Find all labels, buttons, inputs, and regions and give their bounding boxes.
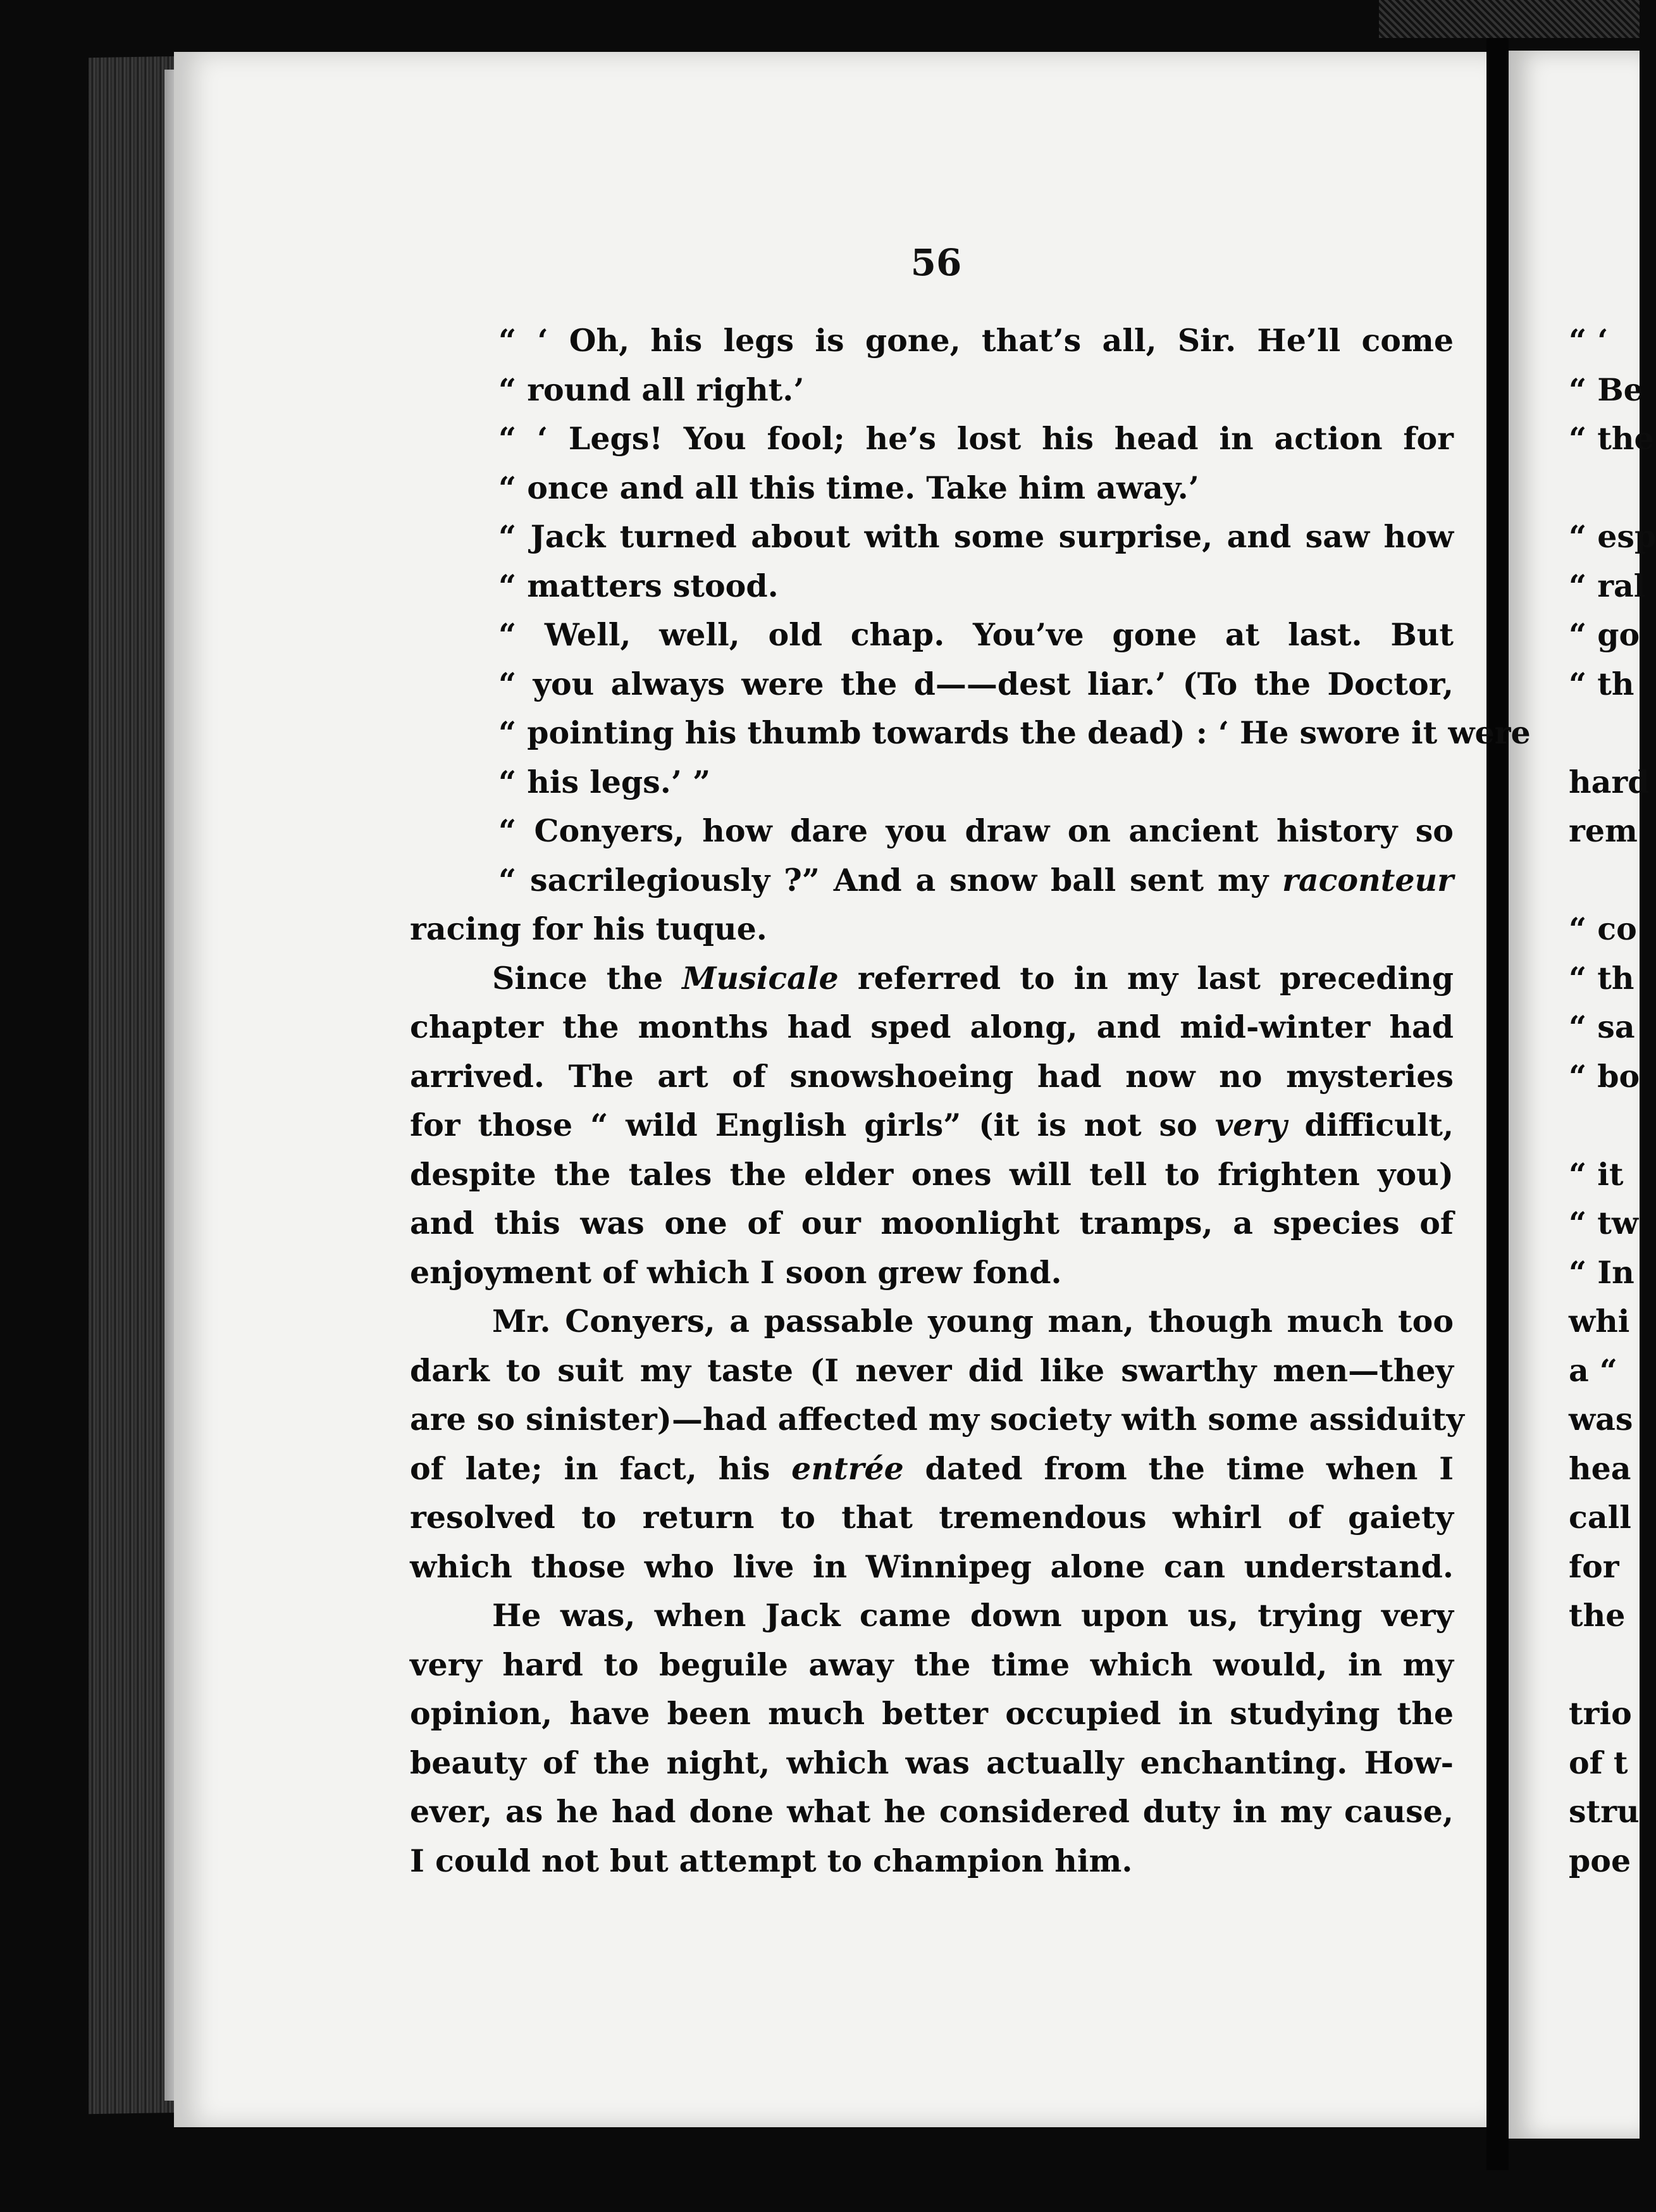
text-line-with-italic (410, 1101, 1454, 1150)
text-segment: dated from the time when I (925, 1450, 1454, 1487)
text-line: very hard to beguile away the time which would, in my (410, 1646, 1454, 1683)
facing-fragment: for (1569, 1548, 1619, 1585)
text-line: and this was one of our moonlight tramps, a species of (410, 1205, 1454, 1241)
blank-line (1569, 1101, 1640, 1150)
facing-fragment: “ Be (1569, 371, 1643, 408)
facing-fragment: “ In (1569, 1253, 1634, 1291)
text-line: “ ‘ Legs! You fool; he’s lost his head in action for (498, 420, 1454, 457)
text-line: are so sinister)—had affected my society with some assiduity (410, 1401, 1464, 1438)
text-line: opinion, have been much better occupied in studying the (410, 1695, 1454, 1732)
text-segment: for those “ wild English girls” (it is not so (410, 1107, 1197, 1143)
text-line: Mr. Conyers, a passable young man, though much too (492, 1303, 1454, 1339)
text-line: dark to suit my taste (I never did like swarthy men—they (410, 1351, 1454, 1389)
text-line: “ matters stood. (498, 567, 779, 604)
text-line: enjoyment of which I soon grew fond. (410, 1253, 1062, 1291)
text-line: He was, when Jack came down upon us, trying very (492, 1597, 1454, 1634)
facing-fragment: the (1569, 1597, 1626, 1634)
text-line: which those who live in Winnipeg alone can understand. (410, 1548, 1454, 1585)
text-line: “ you always were the d——dest liar.’ (To the Doctor, (498, 665, 1454, 702)
text-line: chapter the months had sped along, and mid-winter had (410, 1009, 1454, 1045)
italic-word: entrée (791, 1450, 904, 1487)
text-segment: of late; in fact, his (410, 1450, 770, 1487)
text-line: despite the tales the elder ones will tell to frighten you) (410, 1155, 1454, 1193)
blank-line (1569, 1641, 1640, 1690)
facing-fragment: call (1569, 1499, 1631, 1536)
facing-fragment: “ co (1569, 910, 1637, 947)
book-gutter (1486, 38, 1509, 2170)
page-number: 56 (910, 241, 962, 284)
facing-fragment: “ the (1569, 420, 1654, 457)
page-body-text (410, 316, 1531, 1886)
binding-cloth (1379, 0, 1640, 38)
blank-line (1569, 709, 1640, 758)
facing-fragment: hard (1569, 763, 1650, 800)
text-line: “ once and all this time. Take him away.’ (498, 469, 1199, 506)
text-line-with-italic (410, 954, 1454, 1003)
italic-word: raconteur (1282, 861, 1454, 898)
text-line: “ his legs.’ ” (498, 763, 711, 800)
facing-fragment: stru (1569, 1793, 1640, 1830)
text-line: “ Jack turned about with some surprise, and saw how (498, 518, 1454, 555)
text-line: “ Conyers, how dare you draw on ancient history so (498, 812, 1454, 849)
facing-fragment: poe (1569, 1842, 1631, 1879)
text-segment: referred to in my last preceding (857, 959, 1454, 997)
text-line: “ Well, well, old chap. You’ve gone at last. But (498, 616, 1454, 653)
facing-page-text (1569, 316, 1656, 1886)
facing-fragment: trio (1569, 1695, 1632, 1732)
facing-fragment: was (1569, 1401, 1633, 1438)
facing-fragment: “ ‘ (1569, 322, 1609, 359)
facing-fragment: “ bo (1569, 1057, 1640, 1095)
facing-fragment: “ th (1569, 959, 1634, 997)
text-line: “ pointing his thumb towards the dead) : ‘ He swore it were (498, 714, 1531, 751)
facing-fragment: “ esp (1569, 518, 1656, 555)
facing-fragment: a “ (1569, 1351, 1617, 1389)
text-line: “ round all right.’ (498, 371, 805, 408)
facing-fragment: rem (1569, 812, 1638, 849)
blank-line (1569, 464, 1640, 513)
text-line: “ ‘ Oh, his legs is gone, that’s all, Sir. He’ll come (498, 322, 1454, 359)
facing-fragment: “ it (1569, 1155, 1624, 1193)
facing-fragment: “ go (1569, 616, 1640, 653)
text-line: I could not but attempt to champion him. (410, 1842, 1133, 1879)
facing-fragment: “ th (1569, 665, 1634, 702)
facing-fragment: of t (1569, 1744, 1628, 1781)
text-line-with-italic (410, 1445, 1454, 1494)
facing-fragment: “ tw (1569, 1205, 1639, 1241)
text-segment: “ sacrilegiously ?” And a snow ball sent my (498, 861, 1269, 898)
text-line: arrived. The art of snowshoeing had now no mysteries (410, 1057, 1454, 1095)
text-segment: difficult, (1304, 1107, 1454, 1143)
facing-fragment: “ ral (1569, 567, 1646, 604)
text-line: resolved to return to that tremendous whirl of gaiety (410, 1499, 1454, 1536)
facing-fragment: “ sa (1569, 1009, 1635, 1045)
facing-fragment: whi (1569, 1303, 1630, 1339)
italic-word: Musicale (682, 959, 839, 997)
text-line: racing for his tuque. (410, 910, 767, 947)
text-segment: Since the (492, 959, 664, 997)
text-line: ever, as he had done what he considered duty in my cause, (410, 1793, 1454, 1830)
text-line-with-italic (410, 856, 1454, 905)
italic-word: very (1214, 1107, 1287, 1143)
text-line: beauty of the night, which was actually enchanting. How- (410, 1744, 1454, 1781)
facing-fragment: hea (1569, 1450, 1631, 1487)
blank-line (1569, 856, 1640, 905)
